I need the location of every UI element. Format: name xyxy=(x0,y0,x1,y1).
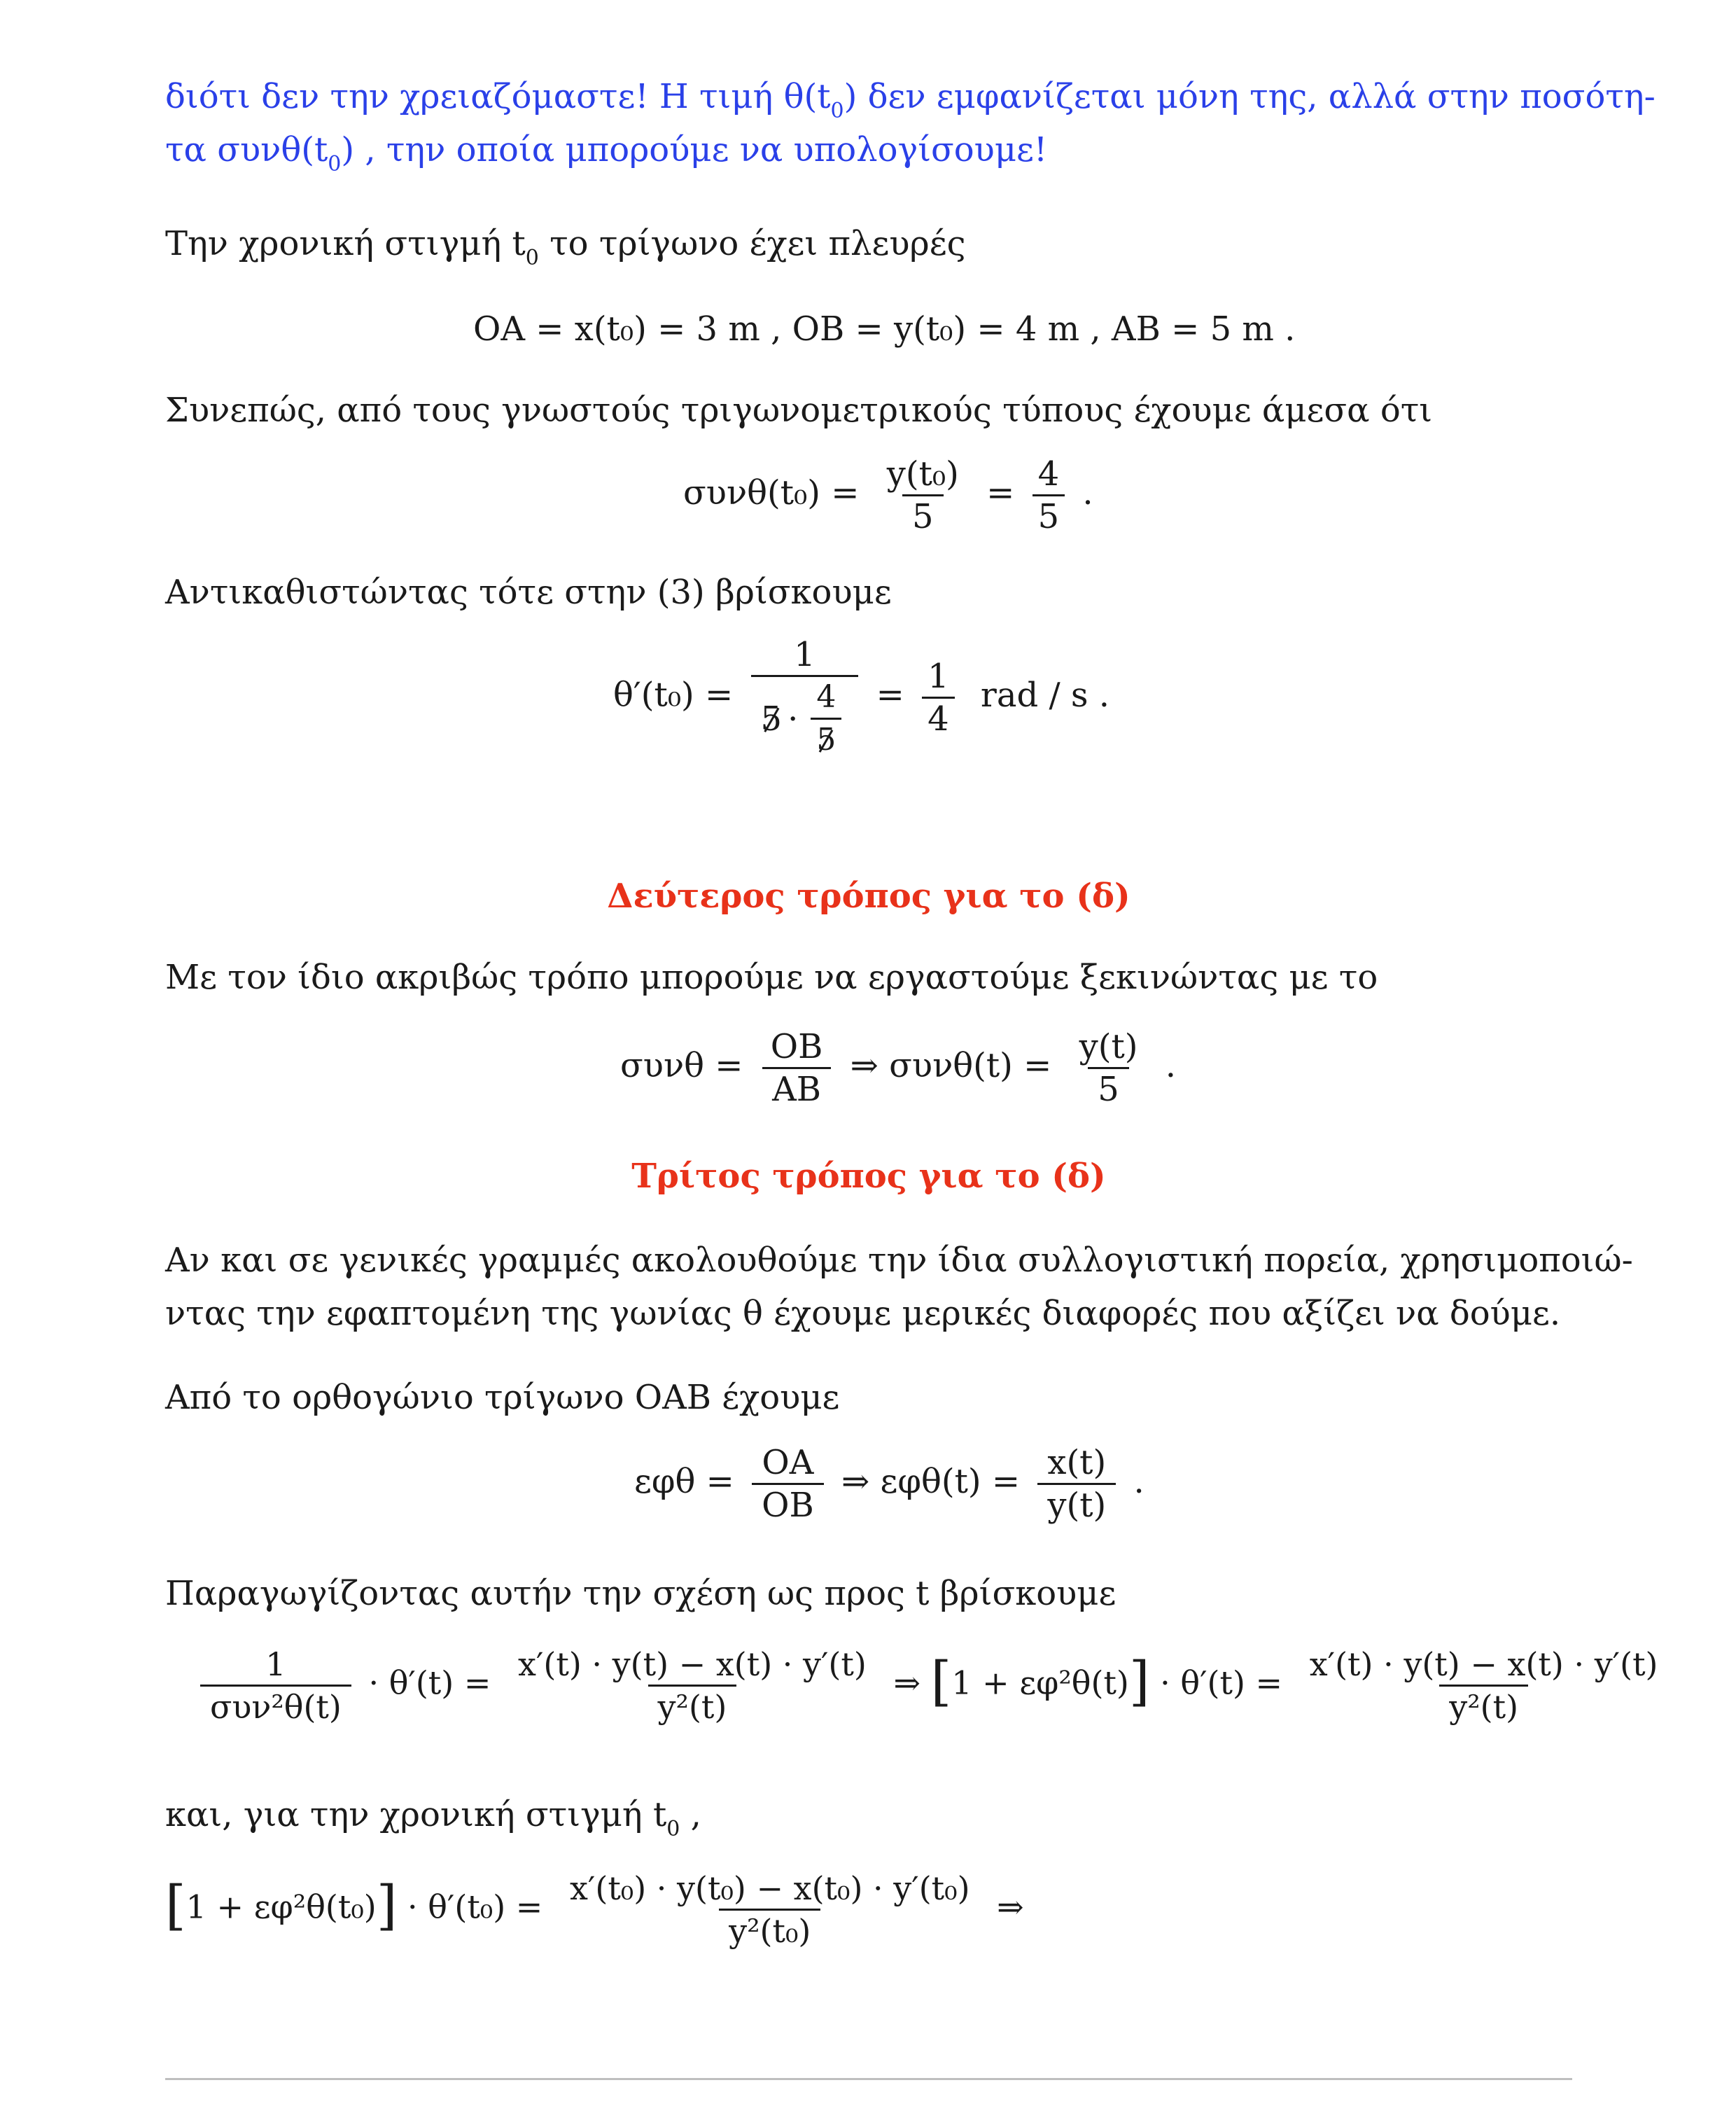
numerator: 4 xyxy=(816,679,836,715)
denominator xyxy=(751,675,859,760)
intro-line-1-tail: ) δεν εμφανίζεται μόνη της, αλλά στην ποσότη- xyxy=(844,77,1656,116)
eq6-mid1: · θ′(t) = xyxy=(368,1664,491,1702)
right-bracket: ] xyxy=(376,1874,398,1937)
eq7-mid: · θ′(t₀) = xyxy=(407,1888,543,1926)
numerator: x′(t) · y(t) − x(t) · y′(t) xyxy=(518,1645,867,1683)
intro-line-1 xyxy=(165,76,1656,123)
denominator: 5 xyxy=(1088,1067,1129,1110)
intro-line-2-tail: ) , την οποία μπορούμε να υπολογίσουμε! xyxy=(341,130,1048,169)
subscript: 0 xyxy=(525,246,539,270)
equation-theta-prime xyxy=(613,634,1110,760)
left-bracket: [ xyxy=(165,1874,186,1937)
equals-sign: = xyxy=(986,473,1015,512)
numerator: 1 xyxy=(265,1645,286,1683)
fraction xyxy=(751,634,859,760)
paragraph-2: Συνεπώς, από τους γνωστούς τριγωνομετρικούς τύπους έχουμε άμεσα ότι xyxy=(165,391,1433,430)
implies-arrow: ⇒ xyxy=(997,1888,1024,1926)
fraction xyxy=(1300,1644,1668,1727)
numerator: y(t₀) xyxy=(886,454,959,494)
fraction xyxy=(508,1644,876,1727)
paragraph-1-text: Την χρονική στιγμή t xyxy=(165,224,526,263)
numerator: OB xyxy=(770,1027,823,1066)
denominator: OB xyxy=(752,1483,824,1526)
paragraph-3: Αντικαθιστώντας τότε στην (3) βρίσκουμε xyxy=(165,573,892,612)
denominator xyxy=(811,718,841,760)
subscript: 0 xyxy=(666,1817,680,1841)
bracket-content: 1 + εφ²θ(t) xyxy=(951,1664,1129,1702)
unit: rad / s . xyxy=(980,675,1110,715)
equation-derivative-t0 xyxy=(165,1868,1024,1951)
fraction xyxy=(1070,1026,1148,1110)
inner-fraction xyxy=(811,677,841,760)
subscript: 0 xyxy=(328,152,342,176)
intro-line-2-text: τα συνθ(t xyxy=(165,130,328,169)
paragraph-8-tail: , xyxy=(680,1795,701,1834)
equals-sign: = xyxy=(876,675,904,715)
footer-rule xyxy=(165,2078,1572,2080)
paragraph-8 xyxy=(165,1794,701,1841)
fraction xyxy=(922,656,955,739)
eq5-lhs: εφθ = xyxy=(634,1462,734,1501)
fraction xyxy=(560,1868,980,1951)
equation-sides: OA = x(t₀) = 3 m , OB = y(t₀) = 4 m , AB = 5 m . xyxy=(473,309,1296,349)
eq5-mid: ⇒ εφθ(t) = xyxy=(841,1462,1021,1501)
fraction xyxy=(761,1026,833,1110)
numerator: 1 xyxy=(794,635,816,674)
denominator: συν²θ(t) xyxy=(200,1685,351,1727)
denominator: y²(t₀) xyxy=(719,1909,820,1951)
equation-tan-ratio xyxy=(634,1442,1144,1526)
subscript: 0 xyxy=(830,99,844,123)
numerator: x(t) xyxy=(1047,1443,1107,1482)
section-heading-third-method: Τρίτος τρόπος για το (δ) xyxy=(631,1157,1106,1196)
section-heading-second-method: Δεύτερος τρόπος για το (δ) xyxy=(607,877,1130,916)
paragraph-8-text: και, για την χρονική στιγμή t xyxy=(165,1795,667,1834)
fraction xyxy=(877,454,969,537)
denominator: AB xyxy=(762,1067,831,1110)
numerator: OA xyxy=(762,1443,814,1482)
implies-arrow: ⇒ xyxy=(893,1664,920,1702)
eq2-lhs: συνθ(t₀) = xyxy=(683,473,860,512)
intro-line-1-text: διότι δεν την χρειαζόμαστε! Η τιμή θ(t xyxy=(165,77,831,116)
cancelled-five: 5 xyxy=(760,699,783,739)
paragraph-6: Από το ορθογώνιο τρίγωνο OAB έχουμε xyxy=(165,1378,840,1417)
fraction xyxy=(1032,454,1065,537)
eq4-mid: ⇒ συνθ(t) = xyxy=(850,1046,1052,1085)
paragraph-1 xyxy=(165,223,966,270)
equation-cos-ratio xyxy=(620,1026,1176,1110)
denominator: 5 xyxy=(902,494,944,537)
numerator: x′(t₀) · y(t₀) − x(t₀) · y′(t₀) xyxy=(569,1869,970,1907)
fraction xyxy=(200,1644,351,1727)
numerator: 1 xyxy=(927,656,949,696)
intro-line-2 xyxy=(165,129,1048,176)
paragraph-5-line-2: ντας την εφαπτομένη της γωνίας θ έχουμε μερικές διαφορές που αξίζει να δούμε. xyxy=(165,1294,1561,1333)
numerator: x′(t) · y(t) − x(t) · y′(t) xyxy=(1309,1645,1658,1683)
denominator: y(t) xyxy=(1037,1483,1116,1526)
denominator: y²(t) xyxy=(1439,1685,1528,1727)
fraction xyxy=(752,1442,824,1526)
fraction xyxy=(1037,1442,1116,1526)
equation-derivative xyxy=(193,1644,1675,1727)
numerator: 4 xyxy=(1037,454,1060,494)
paragraph-4: Με τον ίδιο ακριβώς τρόπο μπορούμε να εργαστούμε ξεκινώντας με το xyxy=(165,958,1378,997)
left-bracket: [ xyxy=(930,1650,952,1713)
right-bracket: ] xyxy=(1128,1650,1150,1713)
document-page xyxy=(165,0,1658,2113)
eq4-lhs: συνθ = xyxy=(620,1046,743,1085)
eq6-mid2: · θ′(t) = xyxy=(1160,1664,1283,1702)
period: . xyxy=(1082,473,1093,512)
denominator: 4 xyxy=(922,697,955,739)
period: . xyxy=(1165,1046,1177,1085)
period: . xyxy=(1133,1462,1144,1501)
denominator: 5 xyxy=(1032,494,1065,537)
cancelled-five: 5 xyxy=(816,720,836,760)
numerator: y(t) xyxy=(1079,1027,1138,1066)
dot: · xyxy=(788,699,799,739)
bracket-content: 1 + εφ²θ(t₀) xyxy=(186,1888,377,1926)
paragraph-7: Παραγωγίζοντας αυτήν την σχέση ως προς t βρίσκουμε xyxy=(165,1574,1116,1613)
denominator: y²(t) xyxy=(648,1685,737,1727)
equation-cos-theta xyxy=(683,454,1093,537)
paragraph-1-tail: το τρίγωνο έχει πλευρές xyxy=(538,224,966,263)
paragraph-5-line-1: Αν και σε γενικές γραμμές ακολουθούμε την ίδια συλλογιστική πορεία, χρησιμοποιώ- xyxy=(165,1241,1633,1280)
eq3-lhs: θ′(t₀) = xyxy=(613,675,734,715)
